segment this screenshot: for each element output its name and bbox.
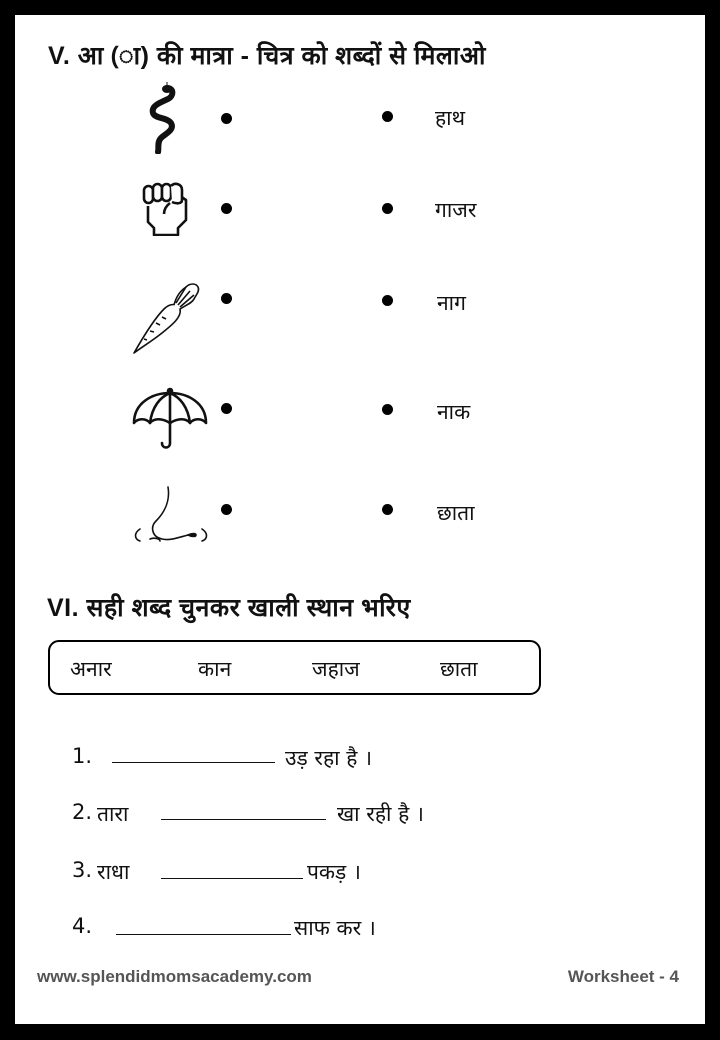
sentence-3-suffix: पकड़ । <box>307 860 361 884</box>
sentence-2-number: 2. <box>72 800 93 824</box>
fist-hand-icon <box>142 178 190 236</box>
sentence-1-suffix: उड़ रहा है । <box>285 746 373 770</box>
section-vi-heading: VI. सही शब्द चुनकर खाली स्थान भरिए <box>47 594 411 622</box>
match-dot-left-3[interactable] <box>221 293 232 304</box>
match-dot-left-4[interactable] <box>221 403 232 414</box>
sentence-3-prefix: राधा <box>97 860 130 884</box>
match-word-3: नाग <box>437 291 466 315</box>
match-dot-right-5[interactable] <box>382 504 393 515</box>
match-dot-right-2[interactable] <box>382 203 393 214</box>
match-dot-left-2[interactable] <box>221 203 232 214</box>
umbrella-icon <box>132 387 208 453</box>
carrot-icon <box>132 279 200 355</box>
word-bank-item: कान <box>198 657 232 681</box>
nose-icon <box>130 485 210 547</box>
match-dot-left-1[interactable] <box>221 113 232 124</box>
match-word-5: छाता <box>437 501 475 525</box>
worksheet-page <box>15 15 705 1024</box>
match-dot-right-3[interactable] <box>382 295 393 306</box>
footer-worksheet-number: Worksheet - 4 <box>567 967 679 986</box>
word-bank-item: अनार <box>70 657 112 681</box>
match-word-4: नाक <box>437 400 471 424</box>
match-word-1: हाथ <box>435 106 466 130</box>
sentence-1-number: 1. <box>72 744 93 768</box>
word-bank-item: छाता <box>440 657 478 681</box>
section-v-heading: V. आ (ा) की मात्रा - चित्र को शब्दों से मिलाओ <box>48 42 486 70</box>
word-bank-box <box>48 640 541 695</box>
snake-icon <box>143 82 183 154</box>
sentence-2-suffix: खा रही है । <box>337 802 424 826</box>
sentence-4-suffix: साफ कर । <box>294 916 376 940</box>
sentence-2-prefix: तारा <box>97 802 129 826</box>
match-dot-right-4[interactable] <box>382 404 393 415</box>
sentence-1-blank[interactable] <box>112 762 275 763</box>
match-dot-right-1[interactable] <box>382 111 393 122</box>
sentence-4-blank[interactable] <box>116 934 291 935</box>
footer-website: www.splendidmomsacademy.com <box>37 967 312 986</box>
match-dot-left-5[interactable] <box>221 504 232 515</box>
sentence-4-number: 4. <box>72 914 93 938</box>
match-word-2: गाजर <box>435 198 477 222</box>
sentence-2-blank[interactable] <box>161 819 326 820</box>
word-bank-item: जहाज <box>312 657 360 681</box>
sentence-3-number: 3. <box>72 858 93 882</box>
sentence-3-blank[interactable] <box>161 878 303 879</box>
